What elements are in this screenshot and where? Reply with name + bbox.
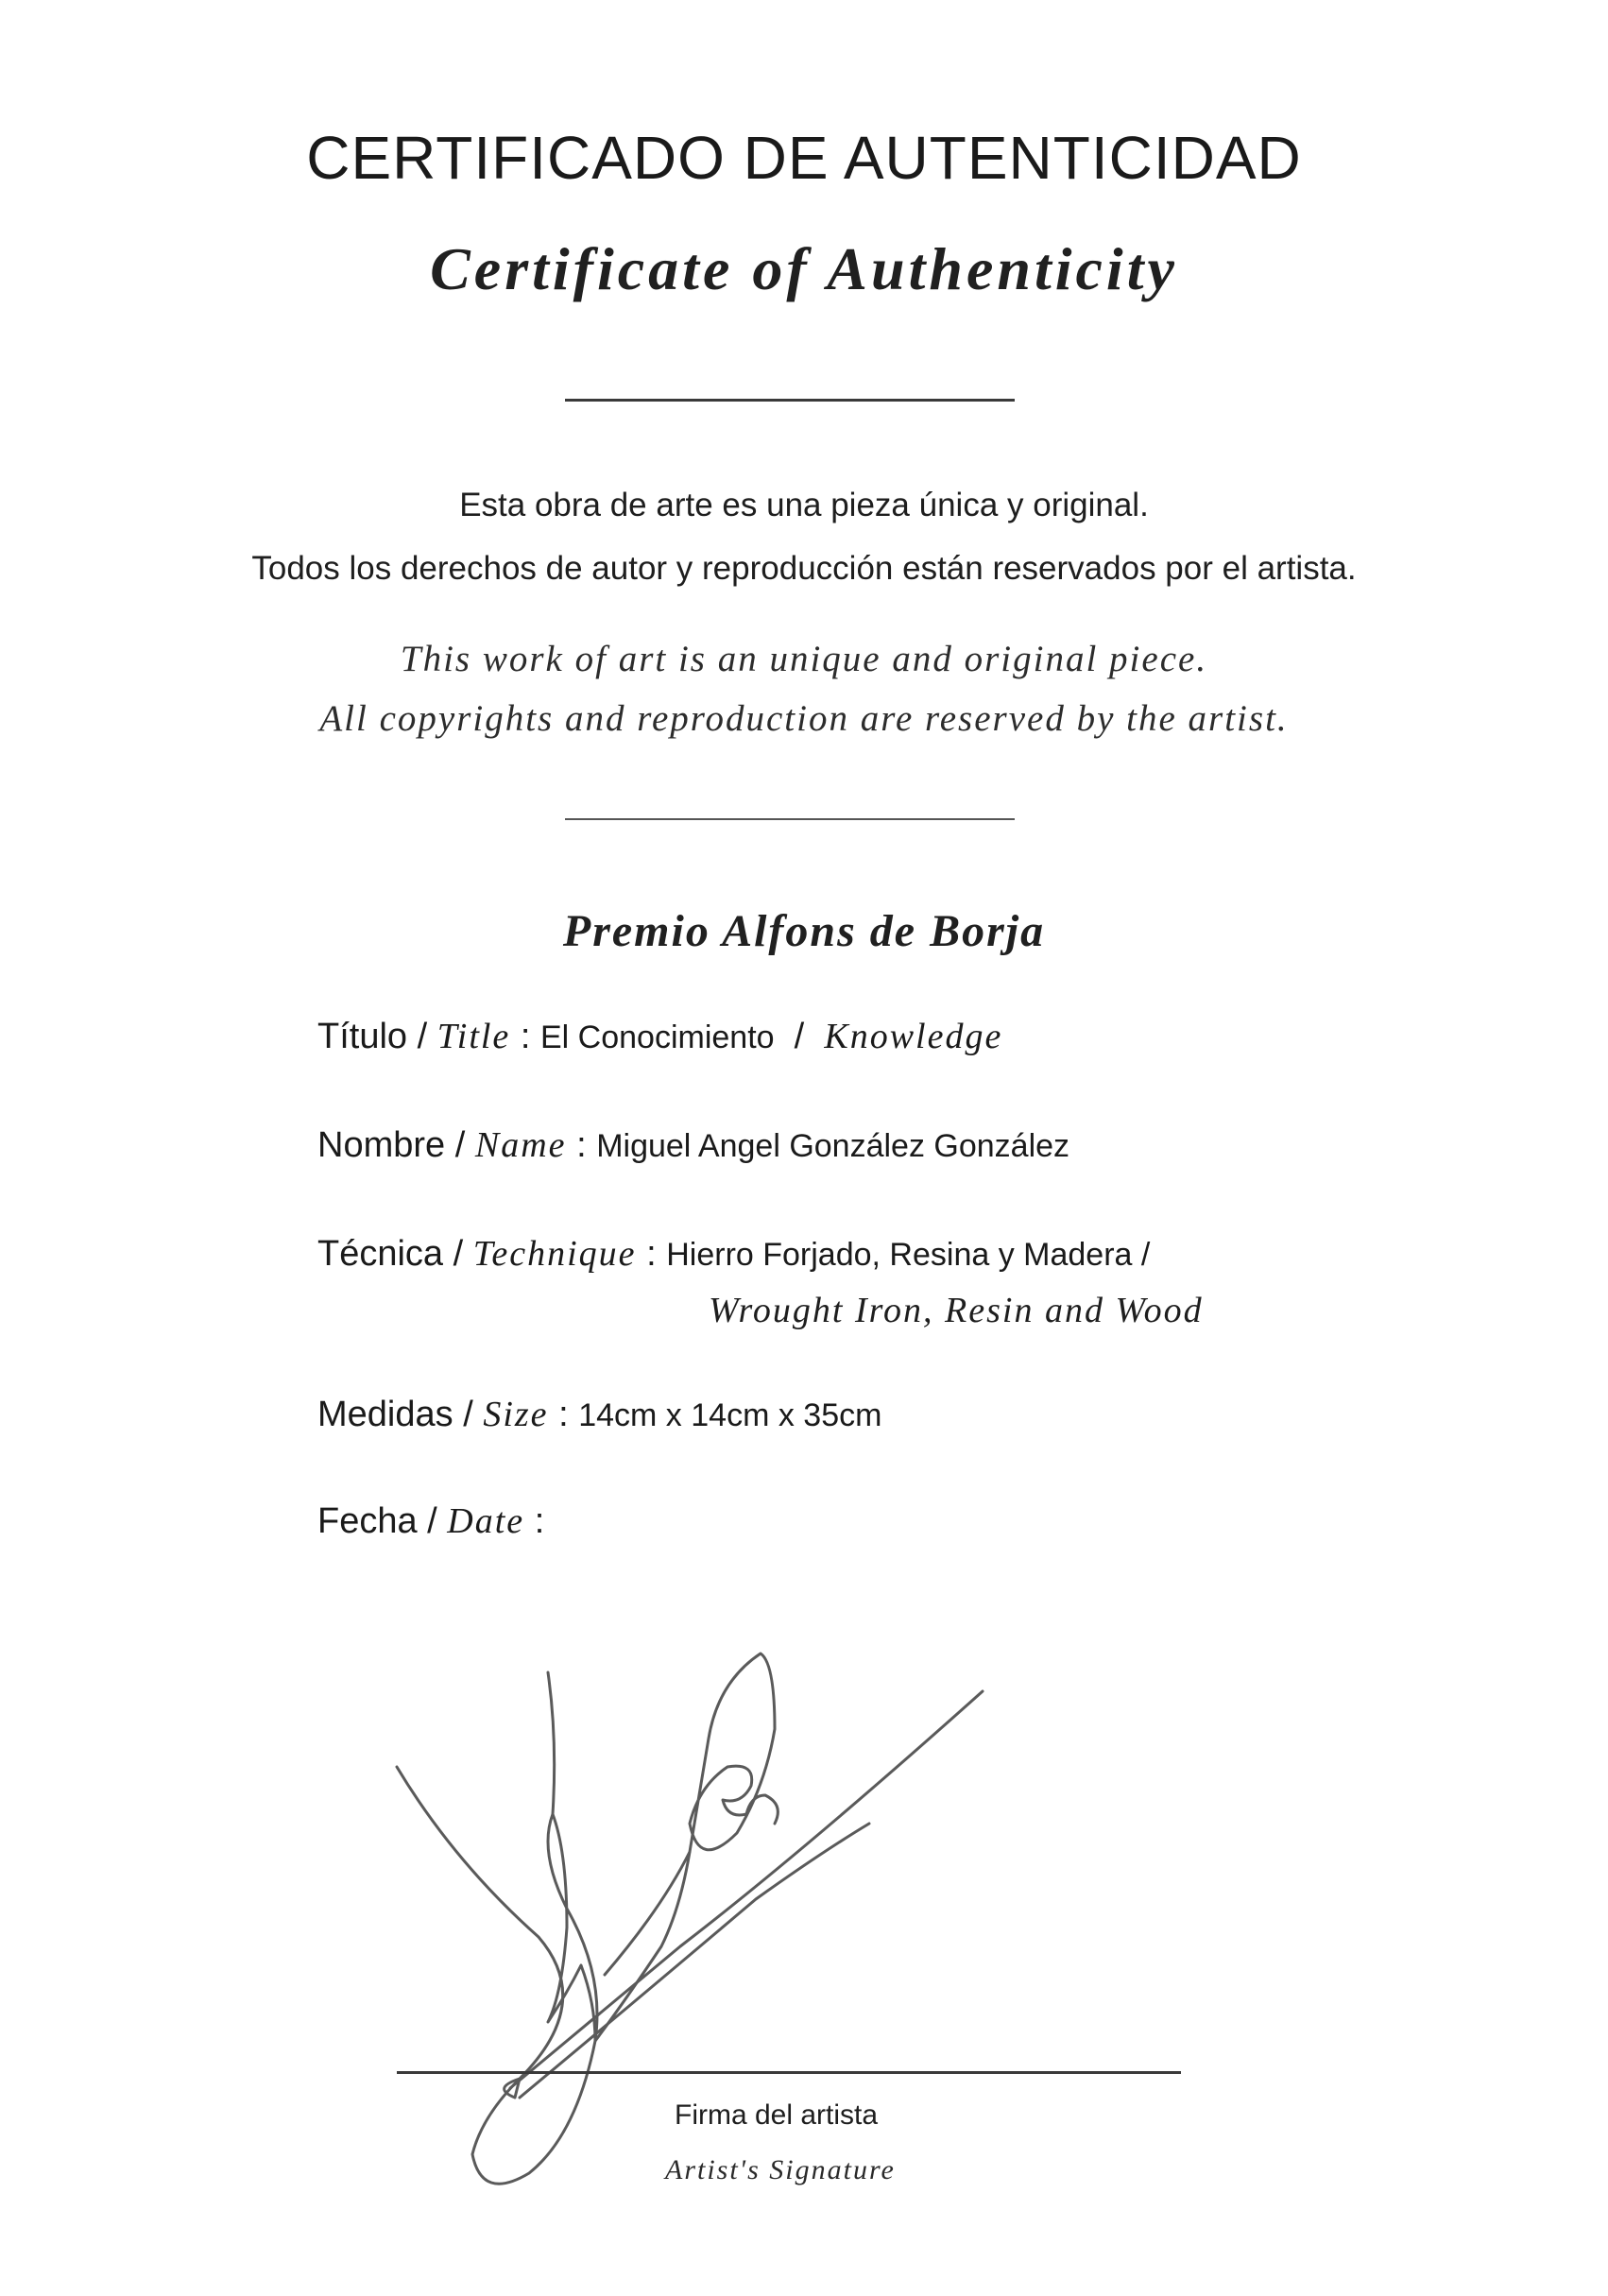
field-technique-colon: :: [646, 1234, 657, 1274]
field-size-colon: :: [558, 1395, 569, 1434]
statement-spanish-line-2: Todos los derechos de autor y reproducción están reservados por el artista.: [251, 550, 1357, 587]
field-size-label-es: Medidas /: [317, 1395, 473, 1434]
statement-english-line-2: All copyrights and reproduction are reserved by the artist.: [319, 698, 1289, 739]
field-size: [317, 1394, 881, 1435]
field-date-label-es: Fecha /: [317, 1501, 437, 1541]
field-size-label-en: Size: [483, 1395, 549, 1434]
field-title-label-es: Título /: [317, 1017, 428, 1056]
field-technique-value-es: Hierro Forjado, Resina y Madera /: [666, 1237, 1151, 1273]
field-size-value: 14cm x 14cm x 35cm: [578, 1397, 882, 1433]
field-title-value-en: Knowledge: [824, 1017, 1003, 1056]
field-name-label-es: Nombre /: [317, 1125, 466, 1165]
field-name-value: Miguel Angel González González: [596, 1128, 1070, 1164]
field-title-colon: :: [520, 1017, 531, 1056]
field-title-separator: /: [794, 1017, 805, 1056]
field-date: [317, 1500, 544, 1542]
field-title-label-en: Title: [436, 1017, 511, 1056]
certificate-title-spanish: CERTIFICADO DE AUTENTICIDAD: [306, 124, 1302, 192]
field-technique-label-es: Técnica /: [317, 1234, 464, 1274]
field-title-value-es: El Conocimiento: [539, 1019, 775, 1055]
statement-english-line-1: This work of art is an unique and original piece.: [400, 639, 1208, 679]
field-technique-label-en: Technique: [472, 1234, 637, 1274]
middle-divider: [565, 818, 1015, 820]
signature-label-spanish: Firma del artista: [675, 2099, 879, 2131]
signature-line: [397, 2071, 1181, 2074]
certificate-title-english: Certificate of Authenticity: [430, 235, 1178, 302]
field-name-colon: :: [576, 1125, 587, 1165]
signature-label-english: Artist's Signature: [665, 2154, 896, 2185]
top-divider: [565, 399, 1015, 402]
statement-spanish-line-1: Esta obra de arte es una pieza única y original.: [459, 487, 1149, 523]
award-name: Premio Alfons de Borja: [562, 906, 1046, 956]
field-name-label-en: Name: [474, 1125, 567, 1165]
field-technique: [317, 1233, 1150, 1275]
field-technique-value-en: Wrought Iron, Resin and Wood: [709, 1291, 1204, 1330]
field-name: [317, 1124, 1069, 1166]
field-date-colon: :: [534, 1501, 545, 1541]
artist-signature-drawing: [378, 1550, 1039, 2192]
field-title: [317, 1016, 1002, 1057]
field-date-label-en: Date: [447, 1501, 525, 1541]
